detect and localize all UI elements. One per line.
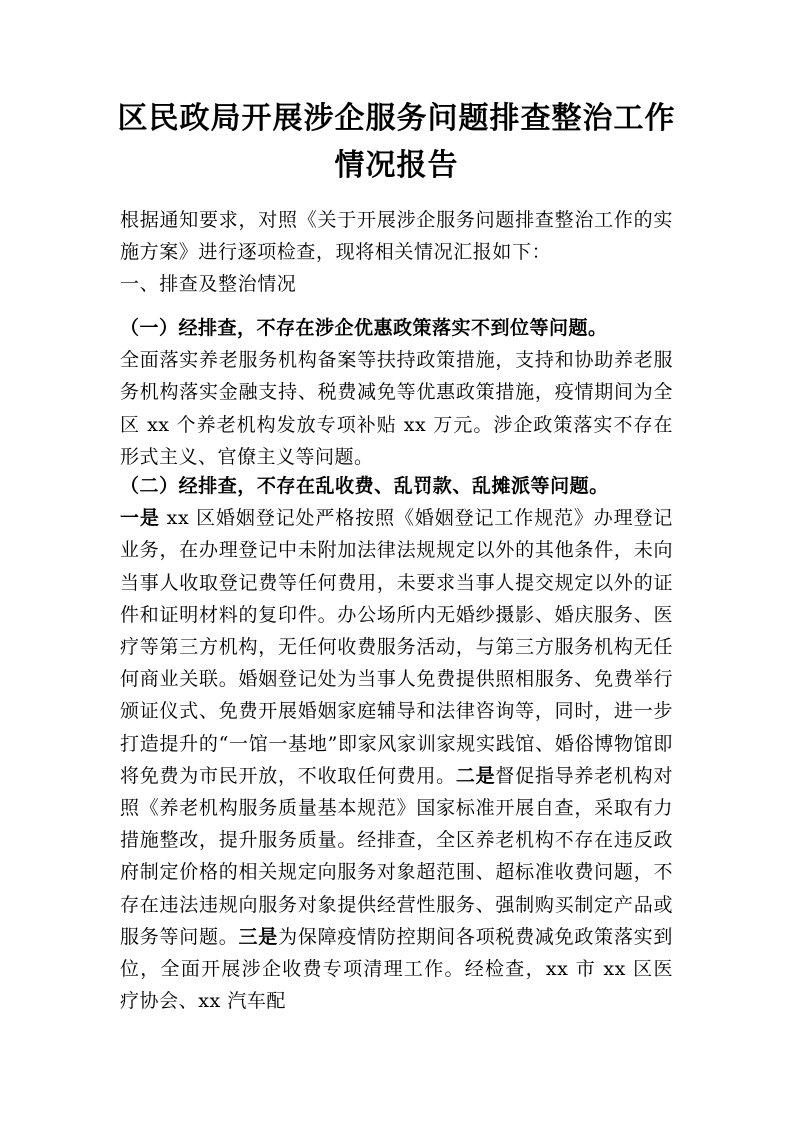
item-2-lead-2: 二是	[455, 764, 496, 787]
document-title-line-2: 情况报告	[334, 148, 459, 183]
item-2-paragraph	[120, 470, 673, 1017]
item-2-body-1: xx 区婚姻登记处严格按照《婚姻登记工作规范》办理登记业务，在办理登记中未附加法律法规规定以外的其他条件，未向当事人收取登记费等任何费用，未要求当事人提交规定以外的证件和证明材料的复印件。办公场所内无婚纱摄影、婚庆服务、医疗等第三方机构，无任何收费服务活动，与第三方服务机构无任何商业关联。婚姻登记处为当事人免费提供照相服务、免费举行颁证仪式、免费开展婚姻家庭辅导和法律咨询等，同时，进一步打造提升的“一馆一基地”即家风家训家规实践馆、婚俗博物馆即将免费为市民开放，不收取任何费用。	[120, 507, 673, 787]
section-heading: 一、排查及整治情况	[120, 273, 297, 295]
item-2-lead-1: 一是	[120, 507, 160, 530]
item-2-body-3: 为保障疫情防控期间各项税费减免政策落实到位，全面开展涉企收费专项清理工作。经检查，xx 市 xx 区医疗协会、xx 汽车配	[120, 925, 673, 1013]
intro-paragraph: 根据通知要求，对照《关于开展涉企服务问题排查整治工作的实施方案》进行逐项检查，现将相关情况汇报如下：	[120, 209, 673, 264]
document-title-line-1: 区民政局开展涉企服务问题排查整治工作	[117, 101, 676, 136]
item-1-paragraph	[120, 312, 673, 473]
item-1-body: 全面落实养老服务机构备案等扶持政策措施，支持和协助养老服务机构落实金融支持、税费减免等优惠政策措施，疫情期间为全区 xx 个养老机构发放专项补贴 xx 万元。涉企政策落实不存在形式主义、官僚主义等问题。	[120, 349, 673, 468]
item-2-heading: （二）经排查，不存在乱收费、乱罚款、乱摊派等问题。	[120, 475, 609, 497]
item-1-heading: （一）经排查，不存在涉企优惠政策落实不到位等问题。	[120, 317, 608, 339]
item-2-body-2: 督促指导养老机构对照《养老机构服务质量基本规范》国家标准开展自查，采取有力措施整改，提升服务质量。经排查，全区养老机构不存在违反政府制定价格的相关规定向服务对象超范围、超标准收费问题，不存在违法违规向服务对象提供经营性服务、强制购买制定产品或服务等问题。	[120, 764, 673, 948]
item-2-lead-3: 三是	[238, 925, 279, 948]
